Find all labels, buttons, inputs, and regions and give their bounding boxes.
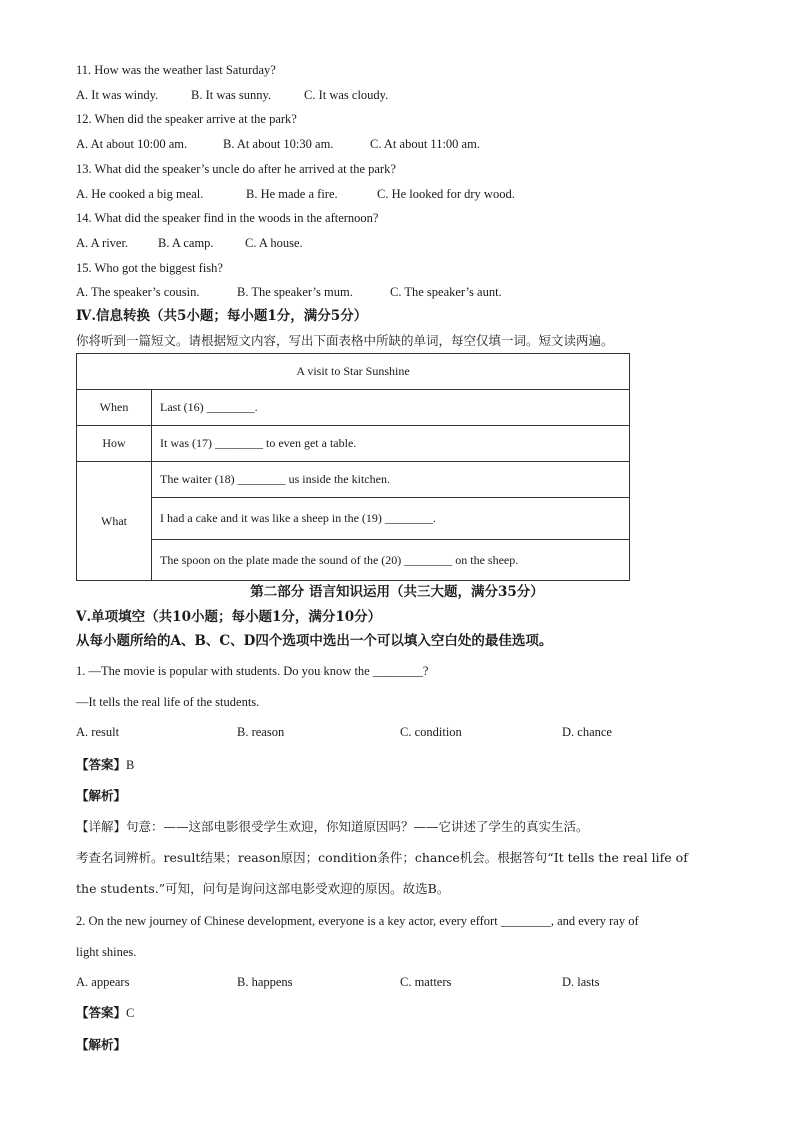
part2-heading: 第二部分 语言知识运用（共三大题，满分35分） [250,584,544,600]
q15-question: 15. Who got the biggest fish? [76,261,223,275]
q12-question: 12. When did the speaker arrive at the park? [76,112,297,126]
mc1-detail: 【详解】句意：——这部电影很受学生欢迎，你知道原因吗？——它讲述了学生的真实生活。 [76,819,589,834]
q11-option-a: A. It was windy. [76,88,159,102]
q14-option-c: C. A house. [245,236,303,250]
mc1-answer [76,757,134,773]
mc2-option-b: B. happens [237,975,293,989]
section4-instruction: 你将听到一篇短文。请根据短文内容，写出下面表格中所缺的单词，每空仅填一词。短文读两遍。 [76,333,614,348]
q15-options [76,284,502,300]
q11-options [76,87,388,103]
section5-heading: Ⅴ.单项填空（共10小题；每小题1分，满分10分） [76,609,382,625]
mc1-option-b: B. reason [237,725,285,739]
mc1-explain-line1: 考查名词辨析。result结果；reason原因；condition条件；chance机会。根据答句“It tells the real life of [76,850,688,865]
q11-option-c: C. It was cloudy. [304,88,389,102]
row-text-20: The spoon on the plate made the sound of the (20) ________ on the sheep. [152,540,630,581]
mc1-question: 1. —The movie is popular with students. Do you know the ________? [76,664,429,678]
section4-heading: Ⅳ.信息转换（共5小题；每小题1分，满分5分） [76,308,368,324]
table-row [77,462,630,498]
mc2-option-a: A. appears [76,975,130,989]
row-text-19: I had a cake and it was like a sheep in the (19) ________. [152,498,630,540]
q15-option-a: A. The speaker’s cousin. [76,285,200,299]
answer-value: B [126,758,135,772]
q13-options [76,186,515,202]
table-row [77,426,630,462]
answer-label: 【答案】 [76,757,127,772]
mc1-option-d: D. chance [562,725,612,739]
q14-question: 14. What did the speaker find in the woods in the afternoon? [76,211,379,225]
q13-option-c: C. He looked for dry wood. [377,187,515,201]
q14-option-a: A. A river. [76,236,129,250]
table-title: A visit to Star Sunshine [77,354,630,390]
mc2-option-c: C. matters [400,975,452,989]
answer-label: 【答案】 [76,1005,127,1020]
q11-question: 11. How was the weather last Saturday? [76,63,276,77]
mc1-option-a: A. result [76,725,120,739]
q12-option-c: C. At about 11:00 am. [370,137,480,151]
mc1-option-c: C. condition [400,725,462,739]
q15-option-b: B. The speaker’s mum. [237,285,353,299]
q13-option-b: B. He made a fire. [246,187,338,201]
row-text-16: Last (16) ________. [152,390,630,426]
q13-question: 13. What did the speaker’s uncle do after he arrived at the park? [76,162,396,176]
q12-option-a: A. At about 10:00 am. [76,137,188,151]
answer-value: C [126,1006,135,1020]
mc2-option-d: D. lasts [562,975,600,989]
table-row [77,540,630,581]
q11-option-b: B. It was sunny. [191,88,272,102]
q12-options [76,136,480,152]
row-label-what: What [77,462,152,581]
table-row [77,390,630,426]
mc2-question-line2: light shines. [76,945,137,959]
q13-option-a: A. He cooked a big meal. [76,187,204,201]
mc1-response: —It tells the real life of the students. [76,695,260,709]
q12-option-b: B. At about 10:30 am. [223,137,334,151]
row-text-17: It was (17) ________ to even get a table. [152,426,630,462]
q14-options [76,235,303,251]
section5-instruction: 从每小题所给的A、B、C、D四个选项中选出一个可以填入空白处的最佳选项。 [76,633,553,649]
mc2-answer [76,1005,134,1021]
row-label-when: When [77,390,152,426]
q14-option-b: B. A camp. [158,236,214,250]
row-text-18: The waiter (18) ________ us inside the kitchen. [152,462,630,498]
q15-option-c: C. The speaker’s aunt. [390,285,502,299]
info-table [76,353,630,581]
mc1-explain-line2: the students.”可知，问句是询问这部电影受欢迎的原因。故选B。 [76,881,450,896]
mc2-question-line1: 2. On the new journey of Chinese development, everyone is a key actor, every effort ________, and every ray of [76,914,639,928]
mc1-analysis-label: 【解析】 [76,788,127,803]
table-row [77,498,630,540]
mc2-analysis-label: 【解析】 [76,1037,127,1052]
row-label-how: How [77,426,152,462]
